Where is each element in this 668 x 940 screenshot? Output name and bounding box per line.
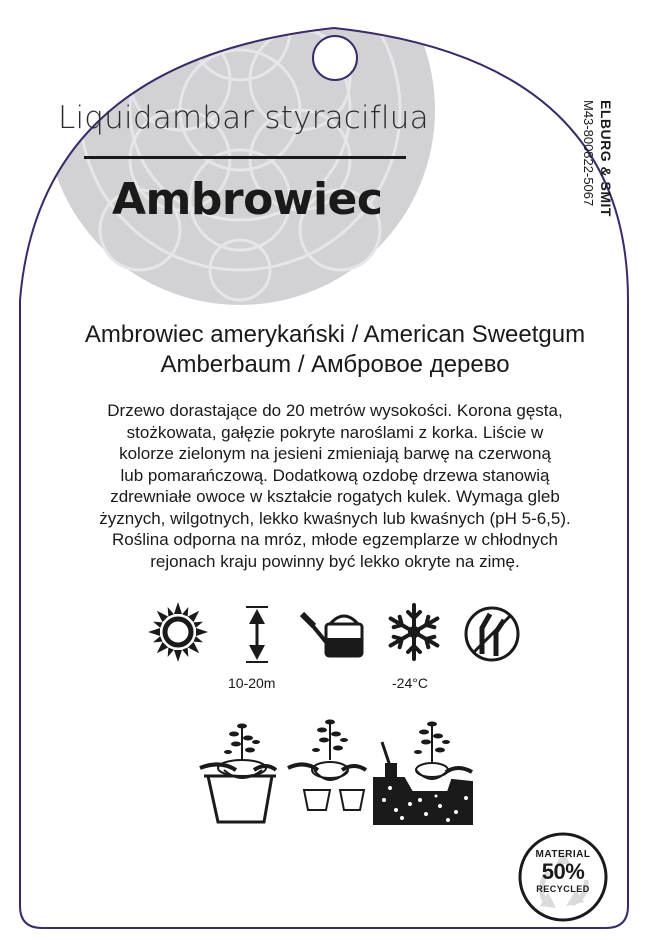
alt-names-line: Amberbaum / Амбровое дерево: [160, 351, 510, 378]
latin-name: Liquidambar styraciflua: [58, 100, 429, 136]
plant-description: [60, 400, 610, 572]
watering-can-icon: [302, 614, 362, 656]
description-line: żyznych, wilgotnych, lekko kwaśnych lub kwaśnych (pH 5-6,5).: [99, 508, 571, 528]
alternative-names: [40, 320, 630, 380]
description-line: lub pomarańczową. Dodatkową ozdobę drzewa stanowią: [120, 465, 550, 485]
title-divider: [84, 156, 406, 159]
badge-top-text: MATERIAL: [535, 849, 591, 860]
prepare-plant-icon: [288, 720, 366, 811]
hang-hole: [313, 36, 357, 80]
description-line: stożkowata, gałęzie pokryte naroślami z korka. Liście w: [126, 422, 544, 442]
description-line: zdrewniałe owoce w kształcie rogatych kulek. Wymaga gleb: [110, 487, 560, 506]
description-line: Drzewo dorastające do 20 metrów wysokości. Korona gęsta,: [107, 401, 563, 420]
sun-icon: [136, 590, 221, 675]
description-line: kolorze zielonym na jesieni zmieniają barwę na czerwoną: [119, 444, 551, 463]
sku-code: M43-800822-5067: [581, 100, 596, 207]
brand-block: [554, 100, 614, 300]
badge-percent: 50%: [541, 859, 585, 884]
frost-caption: -24°C: [392, 675, 428, 691]
no-pruning-icon: [466, 608, 518, 660]
height-caption: 10-20m: [228, 675, 276, 691]
alt-names-line: Ambrowiec amerykański / American Sweetgum: [84, 321, 586, 348]
height-arrow-icon: [246, 607, 268, 662]
common-name: Ambrowiec: [112, 174, 383, 225]
badge-bottom-text: RECYCLED: [536, 884, 590, 894]
remove-pot-icon: [200, 724, 276, 823]
recycled-badge: [518, 832, 608, 922]
description-line: rejonach kraju powinny być lekko okryte na zimę.: [150, 551, 520, 571]
description-line: Roślina odporna na mróz, młode egzemplarze w chłodnych: [111, 530, 558, 549]
plant-in-soil-icon: [374, 722, 472, 825]
brand-name: ELBURG & SMIT: [598, 100, 614, 217]
snowflake-icon: [388, 605, 441, 659]
